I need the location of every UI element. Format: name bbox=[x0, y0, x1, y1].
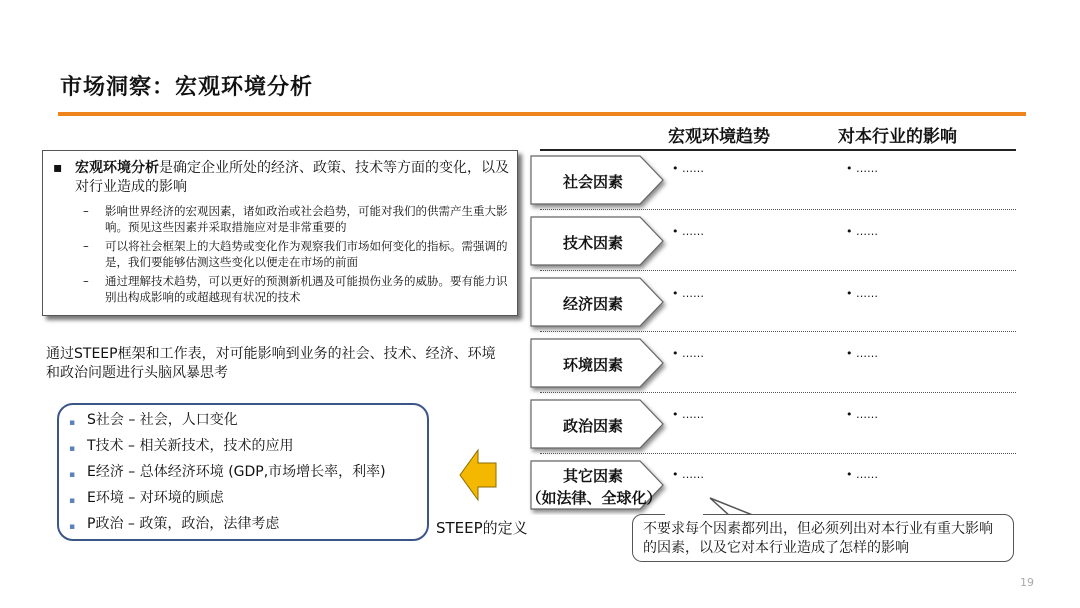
impact-cell: • …… bbox=[846, 408, 878, 421]
factor-label-technology: 技术因素 bbox=[562, 234, 623, 252]
factor-label-economy: 经济因素 bbox=[562, 295, 623, 313]
summary-bold-term: 宏观环境分析 bbox=[75, 160, 159, 176]
dash-icon: – bbox=[83, 274, 89, 288]
impact-cell: • …… bbox=[846, 162, 878, 175]
square-bullet-icon: ▪ bbox=[69, 522, 76, 532]
callout-note: 不要求每个因素都列出，但必须列出对本行业有重大影响的因素，以及它对本行业造成了怎样的影响 bbox=[632, 514, 1014, 562]
square-bullet-icon: ▪ bbox=[69, 418, 76, 428]
trend-cell: • …… bbox=[672, 468, 704, 481]
summary-main-text: 是确定企业所处的经济、政策、技术等方面的变化，以及对行业造成的影响 bbox=[75, 160, 509, 195]
page-number: 19 bbox=[1020, 576, 1034, 589]
column-header-trend: 宏观环境趋势 bbox=[668, 127, 770, 147]
row-separator bbox=[540, 453, 1016, 454]
callout-pointer-join bbox=[665, 511, 703, 515]
trend-cell: • …… bbox=[672, 162, 704, 175]
square-bullet-icon: ▪ bbox=[69, 444, 76, 454]
factor-label-other-sub: （如法律、全球化） bbox=[526, 489, 662, 507]
dash-icon: – bbox=[83, 204, 89, 218]
trend-cell: • …… bbox=[672, 287, 704, 300]
row-separator bbox=[540, 392, 1016, 393]
square-bullet-icon: ▪ bbox=[69, 496, 76, 506]
factor-label-other: 其它因素 bbox=[562, 467, 623, 485]
square-bullet-icon: ▪ bbox=[69, 470, 76, 480]
factor-label-environment: 环境因素 bbox=[562, 356, 623, 374]
page-title: 市场洞察：宏观环境分析 bbox=[60, 75, 314, 100]
impact-cell: • …… bbox=[846, 225, 878, 238]
row-separator bbox=[540, 270, 1016, 271]
impact-cell: • …… bbox=[846, 287, 878, 300]
impact-cell: • …… bbox=[846, 468, 878, 481]
steep-caption: STEEP的定义 bbox=[436, 519, 528, 537]
left-arrow-icon bbox=[458, 448, 498, 502]
title-underline bbox=[58, 112, 1026, 116]
factor-chevron-column bbox=[528, 150, 673, 515]
dash-icon: – bbox=[83, 239, 89, 253]
summary-box: ▪ 宏观环境分析是确定企业所处的经济、政策、技术等方面的变化，以及对行业造成的影响 – 影响世界经济的宏观因素，诸如政治或社会趋势，可能对我们的供需产生重大影响。预见这些因素并采取措施应对是非常重要的 – 可以将社会框架上的大趋势或变化作为观察我们市场如何变化的指标。需强调的是，我们要能够估测这些变化以便走在市场的前面 – 通过理解技术趋势，可以更好的预测新机遇及可能损伤业务的威胁。要有能力识别出构成影响的或超越现有状况的技术 bbox=[42, 150, 518, 316]
row-separator bbox=[540, 209, 1016, 210]
factor-label-politics: 政治因素 bbox=[562, 417, 623, 435]
row-separator bbox=[540, 331, 1016, 332]
square-bullet-icon: ▪ bbox=[53, 160, 63, 176]
steep-intro-text: 通过STEEP框架和工作表，对可能影响到业务的社会、技术、经济、环境和政治问题进行头脑风暴思考 bbox=[46, 346, 496, 381]
steep-definition-box: ▪ S社会 – 社会，人口变化 ▪ T技术 – 相关新技术，技术的应用 ▪ E经济 – 总体经济环境 (GDP,市场增长率，利率) ▪ E环境 – 对环境的顾虑 ▪ P政治 – 政策，政治，法律考虑 bbox=[57, 403, 429, 541]
factor-label-social: 社会因素 bbox=[562, 173, 623, 191]
trend-cell: • …… bbox=[672, 225, 704, 238]
trend-cell: • …… bbox=[672, 347, 704, 360]
impact-cell: • …… bbox=[846, 347, 878, 360]
column-header-impact: 对本行业的影响 bbox=[838, 127, 957, 147]
trend-cell: • …… bbox=[672, 408, 704, 421]
